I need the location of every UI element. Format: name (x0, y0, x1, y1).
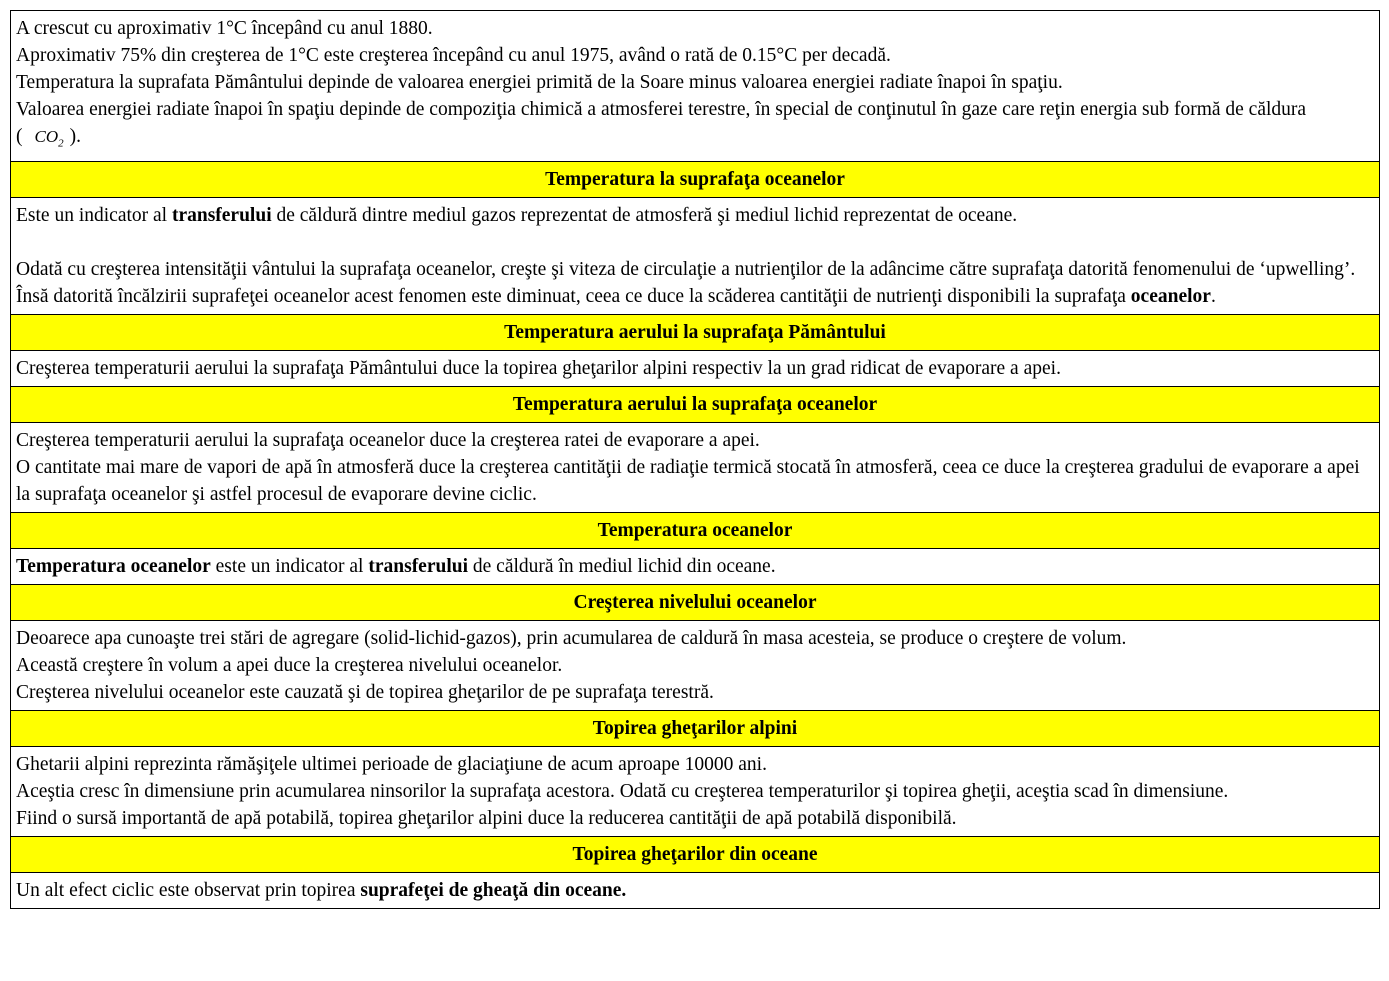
bold-text: transferului (368, 556, 469, 578)
paragraph (16, 256, 1374, 310)
intro-cell (11, 11, 1379, 162)
text-run: . (1210, 286, 1216, 308)
paragraph: Deoarece apa cunoaşte trei stări de agregare (solid-lichid-gazos), prin acumularea de caldură în masa acesteia, se produce o creştere de volum. (16, 628, 1127, 650)
co2-formula-main: CO (34, 127, 59, 146)
section-heading-earth-air-temperature: Temperatura aerului la suprafaţa Pământului (11, 315, 1379, 351)
section-heading-sea-level-rise: Creşterea nivelului oceanelor (11, 585, 1379, 621)
text-run: Odată cu creşterea intensităţii vântului la suprafaţa oceanelor, creşte şi viteza de circulaţie a nutrienţilor de la adâncime către suprafaţa datorită fenomenului de ‘upwelling’. Însă datorită încălzirii suprafeţei oceanelor acest fenomen este diminuat, ceea ce duce la scăderea cantităţii de nutrienţi disponibili la suprafaţa (16, 259, 1356, 308)
section-body-ocean-temperature (11, 549, 1379, 585)
co2-formula-subscript: 2 (58, 137, 64, 150)
section-heading-ocean-surface-temperature: Temperatura la suprafaţa oceanelor (11, 162, 1379, 198)
intro-line-2: Aproximativ 75% din creşterea de 1°C este creşterea începând cu anul 1975, având o rată de 0.15°C per decadă. (16, 45, 891, 66)
paragraph (16, 202, 1374, 229)
paragraph: Ghetarii alpini reprezinta rămăşiţele ultimei perioade de glaciaţiune de acum aproape 10000 ani. (16, 754, 767, 776)
bold-text: transferului (171, 205, 272, 227)
section-body-ocean-ice-melt (11, 873, 1379, 908)
text-run: de căldură dintre mediul gazos reprezentat de atmosferă şi mediul lichid reprezentat de oceane. (271, 205, 1018, 227)
intro-line-4-end: ). (69, 126, 81, 147)
bold-text: Temperatura oceanelor (16, 556, 211, 578)
text-run: Este un indicator al (16, 205, 172, 227)
document-table (10, 10, 1380, 909)
paragraph: O cantitate mai mare de vapori de apă în atmosferă duce la creşterea cantităţii de radiaţie termică stocată în atmosferă, ceea ce duce la creşterea gradului de evaporare a apei la suprafaţa oceanelor şi astfel procesul de evaporare devine ciclic. (16, 457, 1360, 506)
section-heading-alpine-glacier-melt: Topirea gheţarilor alpini (11, 711, 1379, 747)
paragraph (16, 877, 1374, 904)
bold-text: suprafeţei de gheaţă din oceane. (360, 880, 627, 902)
paragraph: Fiind o sursă importantă de apă potabilă, topirea gheţarilor alpini duce la reducerea cantităţii de apă potabilă disponibilă. (16, 808, 957, 830)
section-body-alpine-glacier-melt (11, 747, 1379, 837)
bold-text: oceanelor (1130, 286, 1211, 308)
paragraph: Această creştere în volum a apei duce la creşterea nivelului oceanelor. (16, 655, 563, 677)
paragraph: Creşterea temperaturii aerului la suprafaţa Pământului duce la topirea gheţarilor alpini respectiv la un grad ridicat de evaporare a apei. (16, 358, 1061, 380)
section-heading-ocean-ice-melt: Topirea gheţarilor din oceane (11, 837, 1379, 873)
section-body-ocean-surface-temperature (11, 198, 1379, 315)
text-run: Un alt efect ciclic este observat prin topirea (16, 880, 361, 902)
co2-formula (34, 127, 64, 150)
intro-line-3: Temperatura la suprafata Pământului depinde de valoarea energiei primită de la Soare minus valoarea energiei radiate înapoi în spaţiu. (16, 72, 1063, 93)
text-run: de căldură în mediul lichid din oceane. (468, 556, 776, 578)
section-body-sea-level-rise (11, 621, 1379, 711)
paragraph-spacer (16, 229, 1374, 256)
section-body-ocean-air-temperature (11, 423, 1379, 513)
paragraph (16, 553, 1374, 580)
section-heading-ocean-air-temperature: Temperatura aerului la suprafaţa oceanelor (11, 387, 1379, 423)
paragraph: Creşterea temperaturii aerului la suprafaţa oceanelor duce la creşterea ratei de evaporare a apei. (16, 430, 760, 452)
intro-line-4-text: Valoarea energiei radiate înapoi în spaţiu depinde de compoziţia chimică a atmosferei terestre, în special de conţinutul în gaze care reţin energia sub formă de căldura ( (16, 99, 1307, 147)
section-heading-ocean-temperature: Temperatura oceanelor (11, 513, 1379, 549)
text-run: este un indicator al (210, 556, 369, 578)
paragraph: Aceştia cresc în dimensiune prin acumularea ninsorilor la suprafaţa acestora. Odată cu creşterea temperaturilor şi topirea gheţii, aceştia scad în dimensiune. (16, 781, 1229, 803)
section-body-earth-air-temperature (11, 351, 1379, 387)
intro-line-1: A crescut cu aproximativ 1°C începând cu anul 1880. (16, 18, 433, 39)
paragraph: Creşterea nivelului oceanelor este cauzată şi de topirea gheţarilor de pe suprafaţa terestră. (16, 682, 714, 704)
intro-line-4 (16, 96, 1374, 157)
